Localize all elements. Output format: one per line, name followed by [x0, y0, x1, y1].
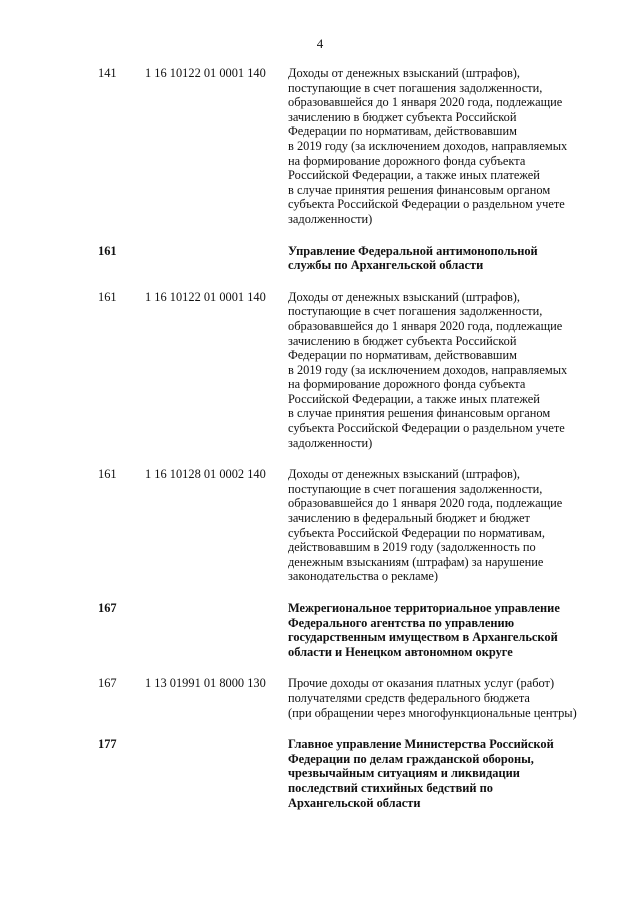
description-line: образовавшейся до 1 января 2020 года, подлежащие: [288, 496, 563, 511]
description-line: Федерации по нормативам, действовавшим: [288, 348, 517, 363]
table-row: [0, 290, 640, 451]
budget-classification-code: 1 16 10122 01 0001 140: [145, 66, 266, 80]
admin-code: 161: [98, 243, 117, 258]
administrator-name-line: Управление Федеральной антимонопольной: [288, 243, 538, 258]
description-line: в 2019 году (за исключением доходов, направляемых: [288, 138, 568, 153]
administrator-name-line: Архангельской области: [288, 795, 421, 810]
budget-classification-code: 1 16 10122 01 0001 140: [145, 289, 266, 304]
table-row: [0, 676, 640, 720]
description-line: поступающие в счет погашения задолженности,: [288, 304, 543, 319]
admin-code: 177: [98, 737, 117, 752]
administrator-name-line: Главное управление Министерства Российской: [288, 737, 554, 752]
description-line: Федерации по нормативам, действовавшим: [288, 124, 517, 139]
description-line: субъекта Российской Федерации по нормативам,: [288, 525, 545, 540]
description-line: Доходы от денежных взысканий (штрафов),: [288, 289, 521, 304]
administrator-header-row: [0, 244, 640, 273]
administrator-name-line: службы по Архангельской области: [288, 258, 484, 273]
budget-classification-code: 1 13 01991 01 8000 130: [145, 676, 266, 691]
description-line: зачислению в бюджет субъекта Российской: [288, 333, 517, 348]
administrator-name-line: Федерального агентства по управлению: [288, 615, 515, 630]
description-line: субъекта Российской Федерации о раздельном учете: [288, 421, 565, 436]
description-line: получателями средств федерального бюджета: [288, 690, 530, 705]
description-line: денежным взысканиям (штрафам) за нарушение: [288, 554, 544, 569]
administrator-header-row: [0, 737, 640, 810]
admin-code: 161: [98, 289, 117, 304]
revenue-table: [0, 66, 640, 827]
administrator-name: [288, 737, 588, 810]
administrator-name-line: последствий стихийных бедствий по: [288, 780, 493, 795]
table-row: [0, 467, 640, 584]
admin-code: 167: [98, 676, 117, 691]
administrator-name-line: Федерации по делам гражданской обороны,: [288, 751, 534, 766]
administrator-header-row: [0, 601, 640, 659]
description-line: задолженности): [288, 435, 373, 450]
description-line: законодательства о рекламе): [288, 569, 439, 584]
page-number: 4: [316, 36, 324, 51]
description-line: зачислению в бюджет субъекта Российской: [288, 109, 517, 124]
description-line: на формирование дорожного фонда субъекта: [288, 153, 526, 168]
description-line: поступающие в счет погашения задолженности,: [288, 80, 543, 95]
administrator-name-line: чрезвычайным ситуациям и ликвидации: [288, 766, 520, 781]
description-line: на формирование дорожного фонда субъекта: [288, 377, 526, 392]
revenue-description: [288, 467, 588, 584]
administrator-name-line: Межрегиональное территориальное управление: [288, 601, 560, 615]
description-line: задолженности): [288, 211, 373, 226]
description-line: действовавшим в 2019 году (задолженность по: [288, 540, 536, 555]
table-row: [0, 66, 640, 227]
revenue-description: [288, 290, 588, 451]
description-line: в случае принятия решения финансовым органом: [288, 406, 551, 421]
description-line: Доходы от денежных взысканий (штрафов),: [288, 467, 521, 482]
administrator-name: [288, 244, 588, 273]
description-line: (при обращении через многофункциональные центры): [288, 705, 577, 720]
administrator-name: [288, 601, 588, 659]
admin-code: 141: [98, 66, 117, 80]
description-line: в случае принятия решения финансовым органом: [288, 182, 551, 197]
revenue-description: [288, 66, 588, 227]
description-line: зачислению в федеральный бюджет и бюджет: [288, 511, 530, 526]
description-line: Российской Федерации, а также иных платежей: [288, 391, 540, 406]
administrator-name-line: области и Ненецком автономном округе: [288, 644, 513, 659]
admin-code: 161: [98, 467, 117, 482]
description-line: в 2019 году (за исключением доходов, направляемых: [288, 362, 568, 377]
admin-code: 167: [98, 601, 117, 615]
budget-classification-code: 1 16 10128 01 0002 140: [145, 467, 266, 482]
revenue-description: [288, 676, 588, 720]
description-line: Прочие доходы от оказания платных услуг (работ): [288, 676, 555, 691]
description-line: образовавшейся до 1 января 2020 года, подлежащие: [288, 318, 563, 333]
administrator-name-line: государственным имуществом в Архангельской: [288, 630, 558, 645]
description-line: образовавшейся до 1 января 2020 года, подлежащие: [288, 95, 563, 110]
description-line: поступающие в счет погашения задолженности,: [288, 481, 543, 496]
description-line: Доходы от денежных взысканий (штрафов),: [288, 66, 521, 80]
description-line: субъекта Российской Федерации о раздельном учете: [288, 197, 565, 212]
description-line: Российской Федерации, а также иных платежей: [288, 168, 540, 183]
